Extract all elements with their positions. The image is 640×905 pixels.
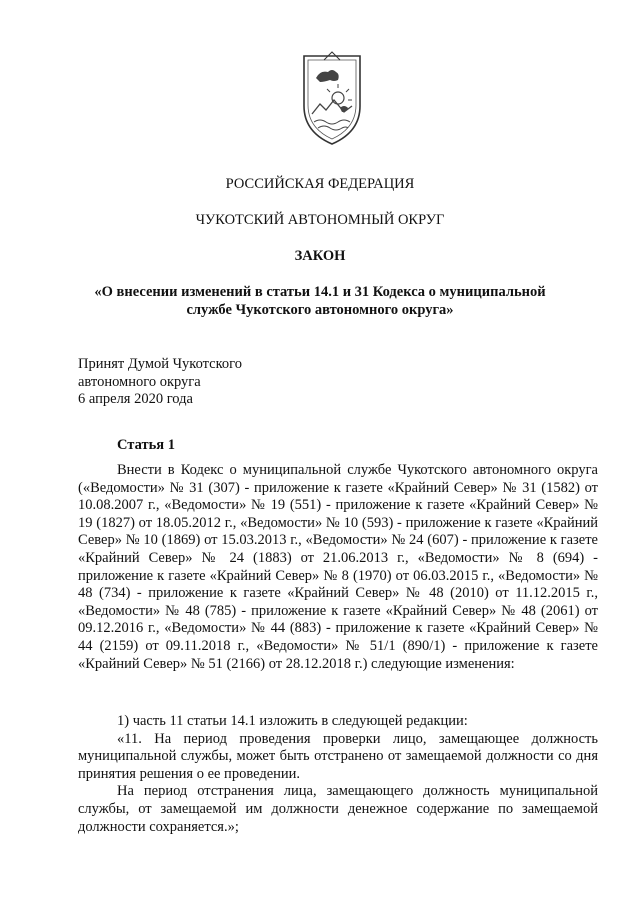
law-title-line-1: «О внесении изменений в статьи 14.1 и 31 Кодекса о муниципальной [94, 284, 546, 300]
amendment-item-1: 1) часть 11 статьи 14.1 изложить в следующей редакции: [117, 713, 468, 729]
amendment-quote-paragraph-2: На период отстранения лица, замещающего должность муниципальной службы, от замещаемой им должности денежное содержание по замещаемой должности сохраняется.»; [78, 783, 598, 835]
adoption-info [78, 356, 242, 409]
law-title-line-2: службе Чукотского автономного округа» [186, 302, 454, 318]
article-1-amendments [78, 713, 598, 836]
document-type-heading: ЗАКОН [294, 248, 346, 264]
article-1-title: Статья 1 [117, 437, 175, 453]
coat-of-arms-icon [294, 48, 370, 148]
amendment-quote-paragraph-1: «11. На период проведения проверки лицо, замещающее должность муниципальной службы, может быть отстранено от замещаемой должности со дня принятия решения о ее проведении. [78, 730, 598, 782]
adoption-line-1: Принят Думой Чукотского [78, 356, 243, 372]
adoption-line-2: автономного округа [78, 373, 201, 390]
article-1-intro [78, 462, 598, 673]
country-heading: РОССИЙСКАЯ ФЕДЕРАЦИЯ [225, 176, 415, 192]
adoption-date: 6 апреля 2020 года [78, 391, 193, 407]
region-heading: ЧУКОТСКИЙ АВТОНОМНЫЙ ОКРУГ [195, 212, 445, 228]
article-1-intro-text: Внести в Кодекс о муниципальной службе Чукотского автономного округа («Ведомости» № 31 (307) - приложение к газете «Крайний Север» № 31 (1582) от 10.08.2007 г., «Ведомости» № 19 (551) - приложение к газете «Крайний Север» № 19 (1827) от 18.05.2012 г., «Ведомости» № 10 (593) - приложение к газете «Крайний Север» № 10 (1869) от 15.03.2013 г., «Ведомости» № 24 (607) - приложение к газете «Крайний Север» № 24 (1883) от 21.06.2013 г., «Ведомости» № 8 (694) - приложение к газете «Крайний Север» № 8 (1970) от 06.03.2015 г., «Ведомости» № 48 (734) - приложение к газете «Крайний Север» № 48 (2010) от 11.12.2015 г., «Ведомости» № 48 (785) - приложение к газете «Крайний Север» № 48 (2061) от 09.12.2016 г., «Ведомости» № 44 (883) - приложение к газете «Крайний Север» № 44 (2159) от 09.11.2018 г., «Ведомости» № 51/1 (890/1) - приложение к газете «Крайний Север» № 51 (2166) от 28.12.2018 г.) следующие изменения: [78, 462, 598, 672]
